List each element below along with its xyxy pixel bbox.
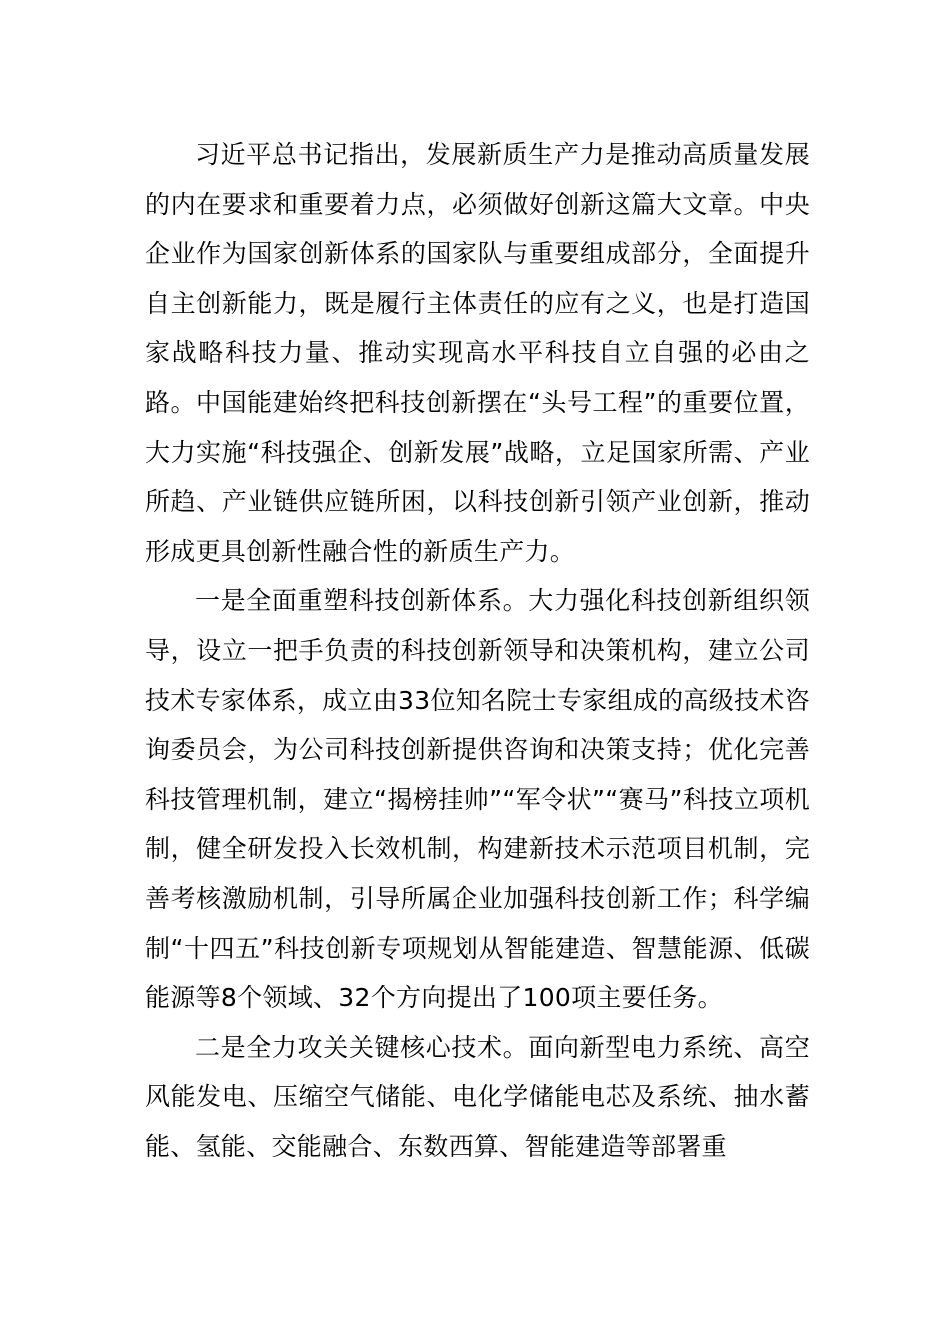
paragraph-point-two: 二是全力攻关关键核心技术。面向新型电力系统、高空风能发电、压缩空气储能、电化学储能电芯及系统、抽水蓄能、氢能、交能融合、东数西算、智能建造等部署重 — [145, 1032, 810, 1161]
paragraph-point-one: 一是全面重塑科技创新体系。大力强化科技创新组织领导，设立一把手负责的科技创新领导和决策机构，建立公司技术专家体系，成立由33位知名院士专家组成的高级技术咨询委员会，为公司科技创新提供咨询和决策支持；优化完善科技管理机制，建立“揭榜挂帅”“军令状”“赛马”科技立项机制，健全研发投入长效机制，构建新技术示范项目机制，完善考核激励机制，引导所属企业加强科技创新工作；科学编制“十四五”科技创新专项规划从智能建造、智慧能源、低碳能源等8个领域、32个方向提出了100项主要任务。 — [145, 586, 810, 1013]
paragraph-intro: 习近平总书记指出，发展新质生产力是推动高质量发展的内在要求和重要着力点，必须做好创新这篇大文章。中央企业作为国家创新体系的国家队与重要组成部分，全面提升自主创新能力，既是履行主体责任的应有之义，也是打造国家战略科技力量、推动实现高水平科技自立自强的必由之路。中国能建始终把科技创新摆在“头号工程”的重要位置，大力实施“科技强企、创新发展”战略，立足国家所需、产业所趋、产业链供应链所困，以科技创新引领产业创新，推动形成更具创新性融合性的新质生产力。 — [145, 140, 810, 566]
document-body — [145, 130, 810, 1171]
